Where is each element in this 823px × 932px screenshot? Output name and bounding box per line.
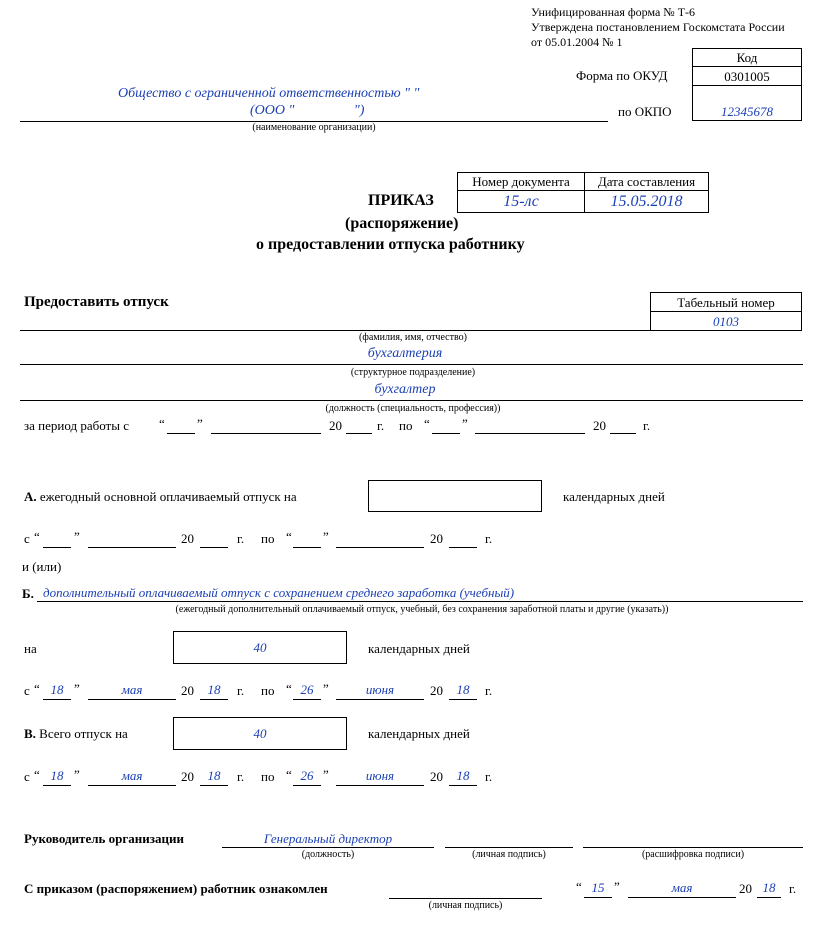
- section-b-na-label: на: [24, 641, 37, 656]
- section-a-days-label: календарных дней: [563, 489, 665, 504]
- b-from-month-field[interactable]: [88, 682, 176, 700]
- year-suffix: г.: [789, 881, 797, 896]
- b-from-year-value: 18: [207, 682, 221, 697]
- ack-day-field[interactable]: [584, 880, 612, 898]
- section-v-label: [24, 726, 128, 742]
- section-b-type-underline: [37, 601, 803, 602]
- year-suffix: г.: [485, 769, 493, 784]
- open-quote: “: [424, 416, 430, 431]
- acknowledgement-label: С приказом (распоряжением) работник ознакомлен: [24, 881, 328, 896]
- year-prefix: 20: [181, 531, 194, 546]
- open-quote: “: [34, 767, 40, 782]
- b-from-year-field[interactable]: [200, 682, 228, 700]
- b-from-month-value: мая: [121, 682, 143, 697]
- ack-day-value: 15: [591, 880, 605, 895]
- section-v-text: Всего отпуск на: [39, 726, 128, 741]
- order-subtitle: (распоряжение): [345, 215, 459, 232]
- v-from-month-field[interactable]: [88, 768, 176, 786]
- order-purpose: о предоставлении отпуска работнику: [256, 236, 525, 253]
- ack-year-field[interactable]: [757, 880, 781, 898]
- org-caption: (наименование организации): [252, 122, 376, 133]
- form-line-3: от 05.01.2004 № 1: [531, 35, 623, 49]
- year-suffix: г.: [237, 531, 245, 546]
- code-header-cell: Код: [692, 48, 802, 67]
- section-a-text: ежегодный основной оплачиваемый отпуск на: [39, 489, 297, 504]
- from-label: с: [24, 769, 30, 784]
- section-v-days-label: календарных дней: [368, 726, 470, 741]
- org-name-line1[interactable]: Общество с ограниченной ответственностью " ": [118, 86, 420, 101]
- close-quote: ”: [74, 767, 80, 782]
- year-prefix: 20: [430, 531, 443, 546]
- v-to-month-value: июня: [365, 768, 395, 783]
- period-to-day-field[interactable]: [432, 433, 460, 434]
- b-to-month-field[interactable]: [336, 682, 424, 700]
- from-label: с: [24, 531, 30, 546]
- form-line-2: Утверждена постановлением Госкомстата России: [531, 20, 785, 34]
- section-b-days-field[interactable]: [173, 631, 347, 664]
- section-v-days-value: 40: [253, 726, 267, 741]
- head-signature-field[interactable]: [445, 847, 573, 848]
- order-title: ПРИКАЗ: [368, 192, 434, 209]
- year-prefix: 20: [181, 769, 194, 784]
- fio-caption: (фамилия, имя, отчество): [359, 332, 467, 343]
- year-suffix: г.: [485, 683, 493, 698]
- tab-number-value: 0103: [713, 314, 739, 329]
- open-quote: “: [576, 879, 582, 894]
- position-value[interactable]: бухгалтер: [374, 382, 436, 397]
- close-quote: ”: [614, 879, 620, 894]
- head-label: Руководитель организации: [24, 831, 184, 846]
- section-a-label: [24, 489, 297, 505]
- year-suffix: г.: [237, 769, 245, 784]
- department-caption: (структурное подразделение): [350, 367, 476, 378]
- head-decode-caption: (расшифровка подписи): [641, 849, 745, 860]
- b-to-month-value: июня: [365, 682, 395, 697]
- tab-number-header: Табельный номер: [650, 292, 802, 312]
- section-b-caption: (ежегодный дополнительный оплачиваемый отпуск, учебный, без сохранения заработной платы и другие (указать)): [175, 604, 669, 615]
- year-prefix: 20: [430, 683, 443, 698]
- okpo-value: 12345678: [721, 104, 773, 119]
- section-a-days-field[interactable]: [368, 480, 542, 512]
- okud-label: Форма по ОКУД: [576, 68, 668, 83]
- b-to-year-value: 18: [456, 682, 470, 697]
- year-prefix: 20: [430, 769, 443, 784]
- close-quote: ”: [323, 681, 329, 696]
- doc-number-field[interactable]: [457, 190, 585, 213]
- close-quote: ”: [323, 529, 329, 544]
- form-approval-note: [531, 5, 785, 50]
- po-label: по: [261, 531, 275, 546]
- and-or-label: и (или): [22, 559, 62, 574]
- po-label: по: [261, 683, 275, 698]
- v-to-year-value: 18: [456, 768, 470, 783]
- year-prefix: 20: [739, 881, 752, 896]
- b-to-day-value: 26: [300, 682, 314, 697]
- open-quote: “: [159, 416, 165, 431]
- department-underline: [20, 364, 803, 365]
- doc-date-value: 15.05.2018: [610, 193, 683, 210]
- doc-number-value: 15-лс: [503, 193, 539, 210]
- doc-date-field[interactable]: [584, 190, 709, 213]
- v-from-day-value: 18: [50, 768, 64, 783]
- b-to-year-field[interactable]: [449, 682, 477, 700]
- v-from-day-field[interactable]: [43, 768, 71, 786]
- section-v-letter: В.: [24, 726, 36, 741]
- section-v-days-field[interactable]: [173, 717, 347, 750]
- close-quote: ”: [462, 416, 468, 431]
- period-from-year-field[interactable]: [346, 433, 372, 434]
- b-to-day-field[interactable]: [293, 682, 321, 700]
- position-underline: [20, 400, 803, 401]
- section-b-days-label: календарных дней: [368, 641, 470, 656]
- ack-month-value: мая: [671, 880, 693, 895]
- employee-signature-caption: (личная подпись): [428, 900, 503, 911]
- v-to-day-field[interactable]: [293, 768, 321, 786]
- open-quote: “: [286, 529, 292, 544]
- period-from-month-field[interactable]: [211, 433, 321, 434]
- v-from-month-value: мая: [121, 768, 143, 783]
- v-to-year-field[interactable]: [449, 768, 477, 786]
- b-from-day-value: 18: [50, 682, 64, 697]
- department-value[interactable]: бухгалтерия: [367, 346, 443, 361]
- close-quote: ”: [197, 416, 203, 431]
- tab-number-field[interactable]: [650, 311, 802, 331]
- v-from-year-field[interactable]: [200, 768, 228, 786]
- year-suffix: г.: [485, 531, 493, 546]
- close-quote: ”: [74, 529, 80, 544]
- employee-signature-field[interactable]: [389, 898, 542, 899]
- form-line-1: Унифицированная форма № Т-6: [531, 5, 696, 19]
- head-position-value[interactable]: Генеральный директор: [263, 831, 393, 846]
- close-quote: ”: [323, 767, 329, 782]
- ack-year-value: 18: [762, 880, 776, 895]
- a-from-year-field[interactable]: [200, 547, 228, 548]
- section-b-days-value: 40: [253, 640, 267, 655]
- section-b-letter: Б.: [22, 586, 34, 601]
- period-to-year-field[interactable]: [610, 433, 636, 434]
- okpo-value-cell[interactable]: [692, 85, 802, 121]
- b-from-day-field[interactable]: [43, 682, 71, 700]
- doc-date-header: Дата составления: [584, 172, 709, 191]
- period-from-day-field[interactable]: [167, 433, 195, 434]
- position-caption: (должность (специальность, профессия)): [325, 403, 501, 414]
- period-prefix: за период работы с: [24, 418, 129, 433]
- a-to-month-field[interactable]: [336, 547, 424, 548]
- open-quote: “: [286, 767, 292, 782]
- year-prefix: 20: [329, 418, 342, 433]
- a-to-day-field[interactable]: [293, 547, 321, 548]
- fio-underline[interactable]: [20, 330, 651, 331]
- po-label: по: [399, 418, 413, 433]
- year-suffix: г.: [237, 683, 245, 698]
- okud-value-cell: 0301005: [692, 66, 802, 86]
- a-from-day-field[interactable]: [43, 547, 71, 548]
- from-label: с: [24, 683, 30, 698]
- head-signature-caption: (личная подпись): [472, 849, 546, 860]
- period-to-month-field[interactable]: [475, 433, 585, 434]
- year-prefix: 20: [181, 683, 194, 698]
- a-from-month-field[interactable]: [88, 547, 176, 548]
- section-a-letter: А.: [24, 489, 37, 504]
- open-quote: “: [34, 681, 40, 696]
- year-suffix: г.: [377, 418, 385, 433]
- head-position-underline: [222, 847, 434, 848]
- ack-month-field[interactable]: [628, 880, 736, 898]
- doc-number-header: Номер документа: [457, 172, 585, 191]
- head-signature-decode-field[interactable]: [583, 847, 803, 848]
- open-quote: “: [34, 529, 40, 544]
- v-from-year-value: 18: [207, 768, 221, 783]
- section-b-type-value[interactable]: дополнительный оплачиваемый отпуск с сохранением среднего заработка (учебный): [43, 585, 515, 600]
- close-quote: ”: [74, 681, 80, 696]
- head-position-caption: (должность): [301, 849, 355, 860]
- year-suffix: г.: [643, 418, 651, 433]
- open-quote: “: [286, 681, 292, 696]
- org-name-line2[interactable]: (ООО " "): [250, 103, 365, 118]
- a-to-year-field[interactable]: [449, 547, 477, 548]
- v-to-day-value: 26: [300, 768, 314, 783]
- grant-vacation-label: Предоставить отпуск: [24, 294, 169, 310]
- okpo-label: по ОКПО: [618, 104, 672, 119]
- v-to-month-field[interactable]: [336, 768, 424, 786]
- year-prefix: 20: [593, 418, 606, 433]
- po-label: по: [261, 769, 275, 784]
